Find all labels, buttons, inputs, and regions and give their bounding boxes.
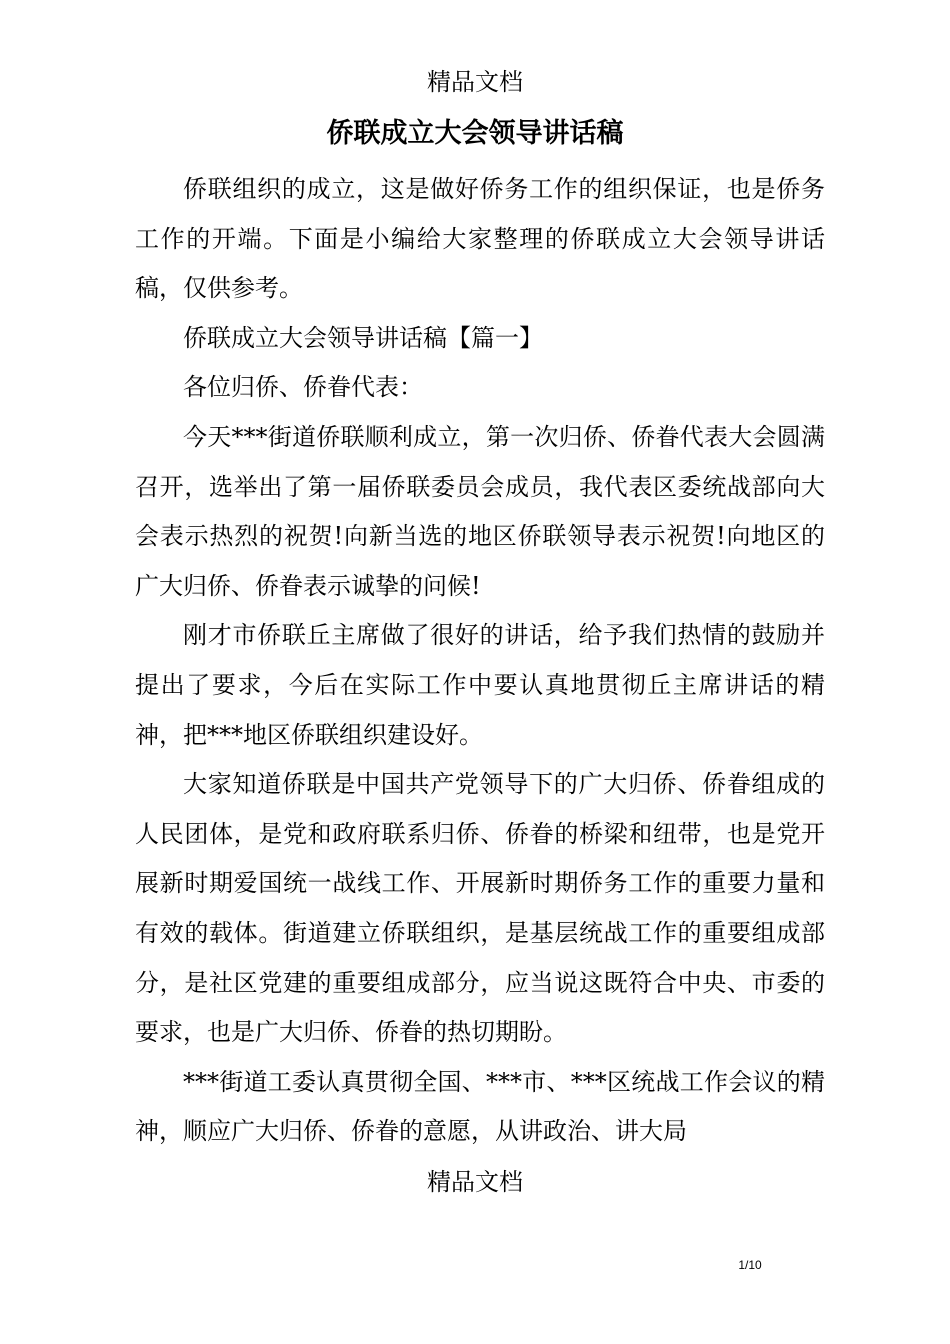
page-number: 1/10 [738, 1258, 762, 1272]
page-header: 精品文档 [427, 68, 523, 96]
paragraph: ***街道工委认真贯彻全国、***市、***区统战工作会议的精神，顺应广大归侨、侨眷的意愿，从讲政治、讲大局 [135, 1067, 825, 1146]
page-footer: 精品文档 [427, 1168, 523, 1196]
document-title: 侨联成立大会领导讲话稿 [326, 118, 624, 149]
paragraph: 刚才市侨联丘主席做了很好的讲话，给予我们热情的鼓励并提出了要求，今后在实际工作中要认真地贯彻丘主席讲话的精神，把***地区侨联组织建设好。 [135, 621, 825, 749]
section-heading: 侨联成立大会领导讲话稿【篇一】 [183, 323, 543, 352]
paragraph-intro: 侨联组织的成立，这是做好侨务工作的组织保证，也是侨务工作的开端。下面是小编给大家整理的侨联成立大会领导讲话稿，仅供参考。 [135, 175, 825, 303]
paragraph: 今天***街道侨联顺利成立，第一次归侨、侨眷代表大会圆满召开，选举出了第一届侨联委员会成员，我代表区委统战部向大会表示热烈的祝贺!向新当选的地区侨联领导表示祝贺!向地区的广大归侨、侨眷表示诚挚的问候! [135, 422, 825, 600]
salutation: 各位归侨、侨眷代表： [183, 373, 423, 402]
paragraph: 大家知道侨联是中国共产党领导下的广大归侨、侨眷组成的人民团体，是党和政府联系归侨、侨眷的桥梁和纽带，也是党开展新时期爱国统一战线工作、开展新时期侨务工作的重要力量和有效的载体。街道建立侨联组织，是基层统战工作的重要组成部分，是社区党建的重要组成部分，应当说这既符合中央、市委的要求，也是广大归侨、侨眷的热切期盼。 [135, 770, 825, 1047]
document-body [135, 165, 825, 1157]
